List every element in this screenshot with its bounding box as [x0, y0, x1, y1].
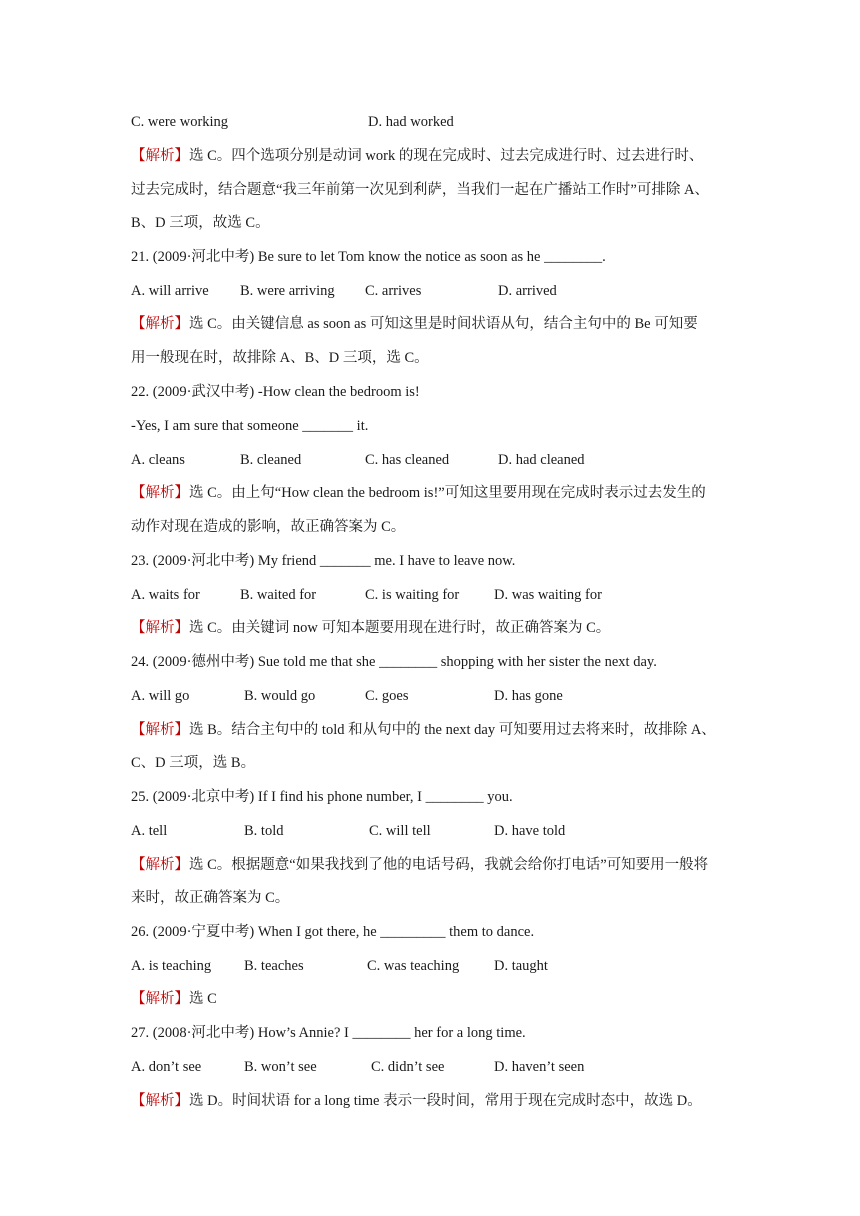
explanation-line: 【解析】选 C。由上句“How clean the bedroom is!”可知这里要用现在完成时表示过去发生的	[131, 485, 706, 501]
explanation-line: C、D 三项，选 B。	[131, 755, 256, 771]
explanation-tag: 【解析】	[131, 485, 189, 501]
option-a: A. cleans	[131, 452, 185, 468]
explanation-tag: 【解析】	[131, 620, 189, 636]
option-c: C. were working	[131, 114, 229, 130]
option-d: D. taught	[494, 958, 548, 974]
explanation-line: 【解析】选 D。时间状语 for a long time 表示一段时间，常用于现在完成时态中，故选 D。	[131, 1093, 702, 1109]
explanation-line: 【解析】选 C。四个选项分别是动词 work 的现在完成时、过去完成进行时、过去进行时、	[131, 148, 704, 164]
explanation-line: 来时，故正确答案为 C。	[131, 890, 290, 906]
option-a: A. will go	[131, 688, 190, 704]
option-c: C. arrives	[365, 283, 422, 299]
explanation-tag: 【解析】	[131, 722, 189, 738]
option-d: D. was waiting for	[494, 587, 602, 603]
explanation-line: 【解析】选 C。由关键词 now 可知本题要用现在进行时，故正确答案为 C。	[131, 620, 611, 636]
explanation-tag: 【解析】	[131, 991, 189, 1007]
option-c: C. didn’t see	[371, 1059, 445, 1075]
explanation-tag: 【解析】	[131, 148, 189, 164]
explanation-tag: 【解析】	[131, 316, 189, 332]
option-d: D. had cleaned	[498, 452, 585, 468]
explanation-line: 【解析】选 C。根据题意“如果我找到了他的电话号码，我就会给你打电话”可知要用一般将	[131, 857, 709, 873]
option-c: C. goes	[365, 688, 409, 704]
question-stem-line-2: -Yes, I am sure that someone _______ it.	[131, 418, 369, 434]
question-stem: 26. (2009·宁夏中考) When I got there, he _________ them to dance.	[131, 924, 535, 940]
option-b: B. cleaned	[240, 452, 302, 468]
explanation-line: B、D 三项，故选 C。	[131, 215, 270, 231]
option-b: B. were arriving	[240, 283, 335, 299]
option-a: A. waits for	[131, 587, 200, 603]
question-stem: 25. (2009·北京中考) If I find his phone number, I ________ you.	[131, 789, 513, 805]
option-d: D. arrived	[498, 283, 557, 299]
option-b: B. waited for	[240, 587, 317, 603]
explanation-line: 【解析】选 B。结合主句中的 told 和从句中的 the next day 可知要用过去将来时，故排除 A、	[131, 722, 716, 738]
option-c: C. will tell	[369, 823, 431, 839]
question-stem: 21. (2009·河北中考) Be sure to let Tom know the notice as soon as he ________.	[131, 249, 606, 265]
option-c: C. has cleaned	[365, 452, 450, 468]
question-stem: 27. (2008·河北中考) How’s Annie? I ________ her for a long time.	[131, 1025, 526, 1041]
explanation-line: 【解析】选 C。由关键信息 as soon as 可知这里是时间状语从句，结合主句中的 Be 可知要	[131, 316, 698, 332]
question-stem: 23. (2009·河北中考) My friend _______ me. I have to leave now.	[131, 553, 516, 569]
option-d: D. had worked	[368, 114, 454, 130]
option-d: D. has gone	[494, 688, 563, 704]
option-c: C. is waiting for	[365, 587, 460, 603]
explanation-line: 用一般现在时，故排除 A、B、D 三项，选 C。	[131, 350, 429, 366]
explanation-line: 【解析】选 C	[131, 991, 217, 1007]
question-stem: 24. (2009·德州中考) Sue told me that she ________ shopping with her sister the next day.	[131, 654, 657, 670]
explanation-line: 动作对现在造成的影响，故正确答案为 C。	[131, 519, 406, 535]
explanation-tag: 【解析】	[131, 857, 189, 873]
explanation-line: 过去完成时，结合题意“我三年前第一次见到利萨，当我们一起在广播站工作时”可排除 A、	[131, 182, 709, 198]
option-a: A. will arrive	[131, 283, 209, 299]
option-a: A. don’t see	[131, 1059, 202, 1075]
option-c: C. was teaching	[367, 958, 460, 974]
option-a: A. is teaching	[131, 958, 212, 974]
option-d: D. have told	[494, 823, 566, 839]
option-a: A. tell	[131, 823, 168, 839]
option-b: B. told	[244, 823, 284, 839]
option-b: B. teaches	[244, 958, 304, 974]
option-d: D. haven’t seen	[494, 1059, 585, 1075]
option-b: B. won’t see	[244, 1059, 317, 1075]
explanation-tag: 【解析】	[131, 1093, 189, 1109]
question-stem: 22. (2009·武汉中考) -How clean the bedroom is!	[131, 384, 420, 400]
option-b: B. would go	[244, 688, 316, 704]
